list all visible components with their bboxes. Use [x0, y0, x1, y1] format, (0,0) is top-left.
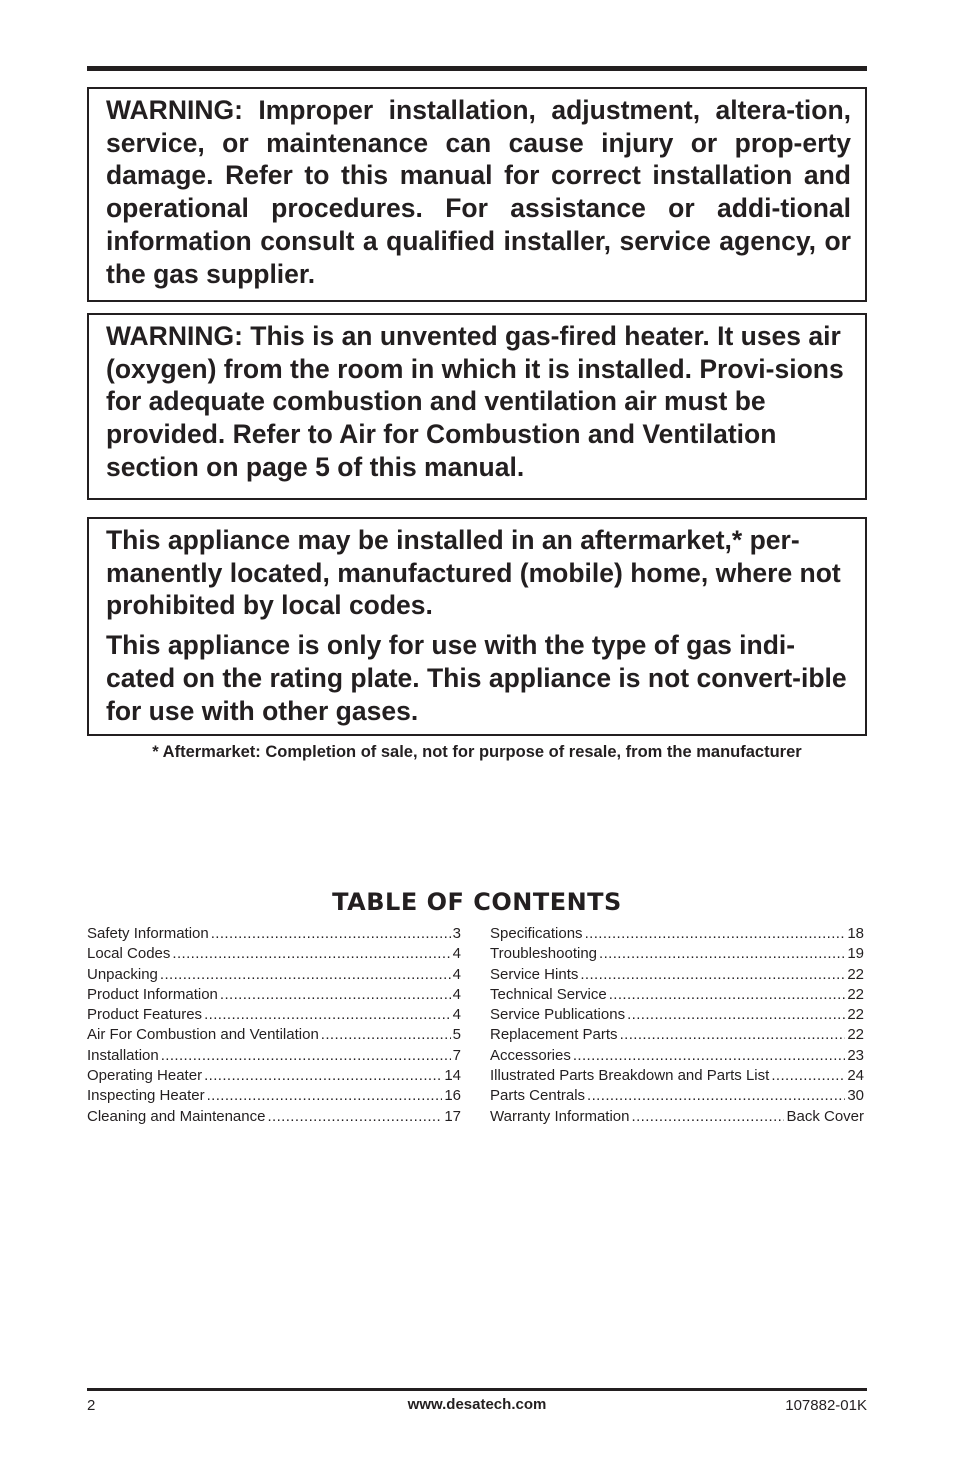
toc-entry-label: Replacement Parts — [490, 1026, 618, 1044]
toc-dot-leader — [599, 944, 845, 964]
toc-entry — [490, 1005, 864, 1025]
toc-entry-page: 22 — [847, 1026, 864, 1044]
toc-entry-label: Product Information — [87, 985, 218, 1003]
toc-dot-leader — [172, 944, 450, 964]
toc-dot-leader — [204, 1005, 451, 1025]
toc-left-column — [87, 924, 461, 1127]
toc-entry — [87, 985, 461, 1005]
toc-entry-label: Cleaning and Maintenance — [87, 1107, 266, 1125]
toc-dot-leader — [161, 1046, 451, 1066]
toc-dot-leader — [620, 1025, 846, 1045]
bottom-rule — [87, 1388, 867, 1391]
notice-box — [87, 517, 867, 736]
toc-dot-leader — [160, 965, 451, 985]
toc-entry-page: 5 — [452, 1026, 461, 1044]
toc-dot-leader — [267, 1107, 442, 1127]
toc-dot-leader — [211, 924, 451, 944]
toc-entry-page: 7 — [452, 1046, 461, 1064]
toc-entry-page: 23 — [847, 1046, 864, 1064]
toc-entry-page: 17 — [444, 1107, 461, 1125]
warning-box-unvented — [87, 313, 867, 500]
toc-entry-label: Parts Centrals — [490, 1087, 586, 1105]
toc-dot-leader — [204, 1066, 442, 1086]
footer-website: www.desatech.com — [407, 1396, 547, 1413]
toc-entry-label: Specifications — [490, 925, 583, 942]
toc-entry-page: 4 — [452, 985, 461, 1003]
toc-entry-page: 3 — [452, 925, 461, 942]
toc-dot-leader — [321, 1025, 451, 1045]
toc-entry-page: 18 — [847, 925, 864, 942]
toc-entry-label: Illustrated Parts Breakdown and Parts List — [490, 1067, 770, 1085]
toc-entry — [490, 924, 864, 944]
toc-entry — [87, 1086, 461, 1106]
toc-entry-page: 4 — [452, 1006, 461, 1024]
toc-entry-page: 22 — [847, 1006, 864, 1024]
toc-entry — [87, 1025, 461, 1045]
toc-entry-label: Local Codes — [87, 945, 171, 963]
toc-entry — [490, 1107, 864, 1127]
toc-entry-label: Operating Heater — [87, 1067, 203, 1085]
toc-entry-page: 24 — [847, 1067, 864, 1085]
toc-entry — [87, 965, 461, 985]
toc-entry — [490, 985, 864, 1005]
toc-entry — [490, 965, 864, 985]
toc-entry — [87, 944, 461, 964]
toc-entry-label: Troubleshooting — [490, 945, 598, 963]
toc-dot-leader — [580, 965, 845, 985]
toc-entry-page: 30 — [847, 1087, 864, 1105]
toc-entry — [87, 924, 461, 944]
toc-dot-leader — [609, 985, 846, 1005]
toc-entry-label: Unpacking — [87, 965, 158, 983]
toc-entry-page: 4 — [452, 945, 461, 963]
toc-entry-label: Air For Combustion and Ventilation — [87, 1026, 319, 1044]
toc-dot-leader — [627, 1005, 845, 1025]
toc-entry — [87, 1107, 461, 1127]
warning-text-installation: WARNING: Improper installation, adjustment, altera-tion, service, or maintenance can cause injury or prop-erty damage. Refer to this manual for correct installation and operational procedures. For assistance or addi-tional information consult a qualified installer, service agency, or the gas supplier. — [106, 95, 851, 289]
toc-entry-label: Service Hints — [490, 965, 579, 983]
toc-entry — [87, 1066, 461, 1086]
footer-page-number: 2 — [87, 1397, 96, 1414]
toc-entry — [490, 1066, 864, 1086]
notice-gas-type: This appliance is only for use with the type of gas indi-cated on the rating plate. This appliance is not convert-ible for use with other gases. — [106, 630, 847, 726]
toc-entry-label: Service Publications — [490, 1006, 626, 1024]
toc-entry-page: 19 — [847, 945, 864, 963]
toc-entry — [490, 1025, 864, 1045]
aftermarket-footnote: * Aftermarket: Completion of sale, not for purpose of resale, from the manufacturer — [152, 743, 802, 761]
toc-entry — [87, 1005, 461, 1025]
toc-dot-leader — [632, 1107, 785, 1127]
toc-entry-label: Installation — [87, 1046, 159, 1064]
warning-text-unvented: WARNING: This is an unvented gas-fired heater. It uses air (oxygen) from the room in which it is installed. Provi-sions for adequate combustion and ventilation air must be provided. Refer to Air for Combustion and Ventilation section on page 5 of this manual. — [106, 321, 844, 482]
toc-entry-page: 22 — [847, 985, 864, 1003]
warning-box-installation — [87, 87, 867, 302]
toc-entry-label: Warranty Information — [490, 1107, 630, 1125]
toc-entry-page: 22 — [847, 965, 864, 983]
toc-title: TABLE OF CONTENTS — [332, 888, 622, 916]
toc-dot-leader — [573, 1046, 845, 1066]
toc-dot-leader — [585, 924, 846, 944]
toc-entry-label: Technical Service — [490, 985, 607, 1003]
toc-entry-label: Inspecting Heater — [87, 1087, 205, 1105]
toc-dot-leader — [207, 1086, 443, 1106]
toc-entry — [490, 1046, 864, 1066]
toc-entry — [490, 1086, 864, 1106]
toc-entry-page: 14 — [444, 1067, 461, 1085]
toc-entry-page: Back Cover — [786, 1107, 864, 1125]
toc-entry-label: Product Features — [87, 1006, 203, 1024]
toc-dot-leader — [220, 985, 451, 1005]
toc-entry-label: Accessories — [490, 1046, 571, 1064]
toc-entry-label: Safety Information — [87, 925, 209, 942]
toc-entry-page: 16 — [444, 1087, 461, 1105]
notice-mobile-home: This appliance may be installed in an aftermarket,* per-manently located, manufactured (mobile) home, where not prohibited by local codes. — [106, 525, 841, 621]
toc-entry — [490, 944, 864, 964]
footer-document-code: 107882-01K — [785, 1397, 867, 1414]
toc-dot-leader — [771, 1066, 845, 1086]
toc-entry — [87, 1046, 461, 1066]
top-rule — [87, 66, 867, 71]
toc-dot-leader — [587, 1086, 845, 1106]
toc-right-column — [490, 924, 864, 1127]
toc-entry-page: 4 — [452, 965, 461, 983]
